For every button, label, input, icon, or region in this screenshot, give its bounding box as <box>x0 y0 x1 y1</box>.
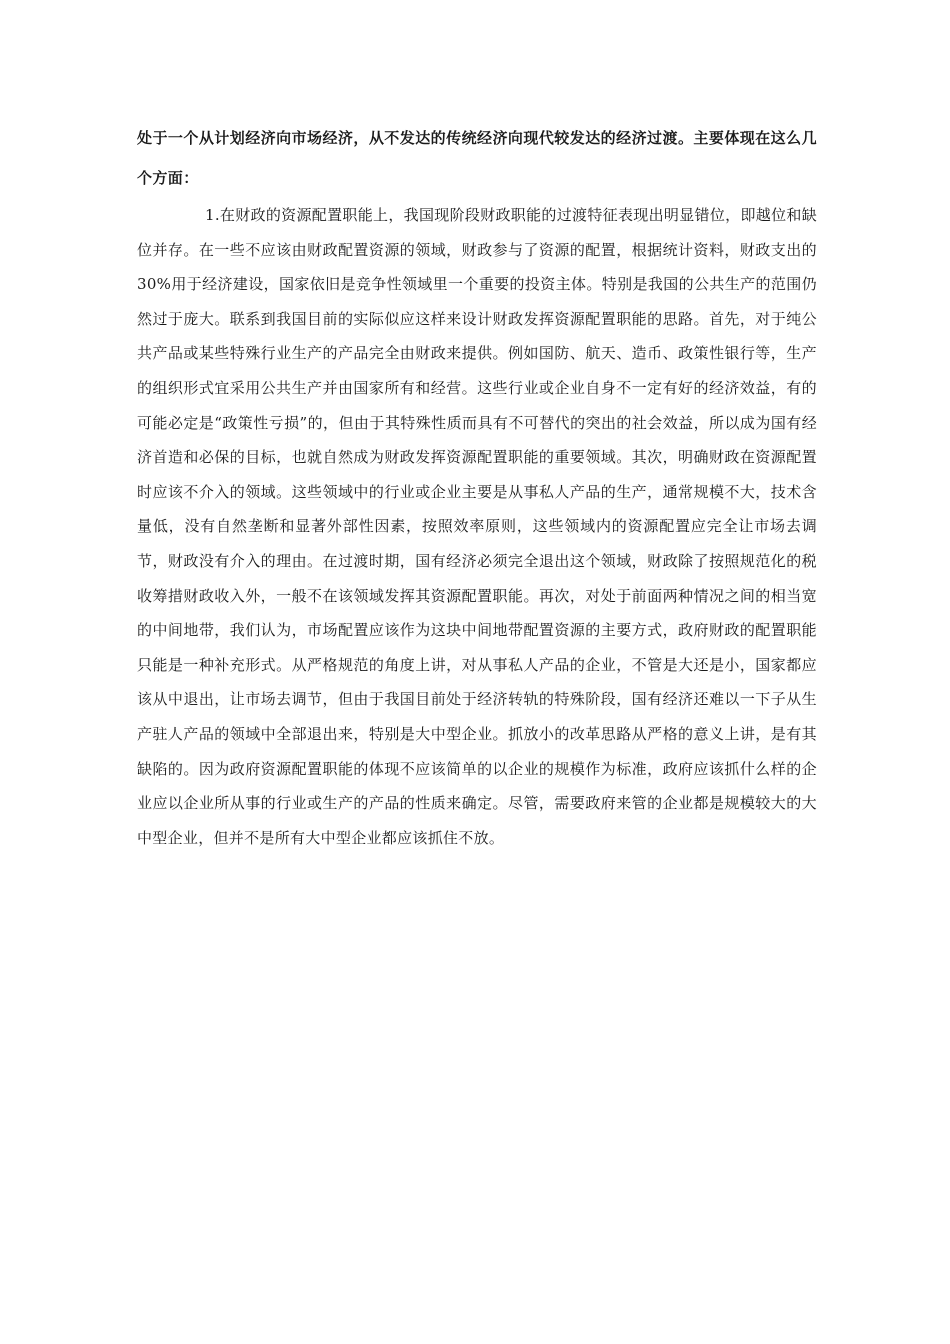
intro-paragraph: 处于一个从计划经济向市场经济，从不发达的传统经济向现代较发达的经济过渡。主要体现在这么几个方面： <box>137 129 817 187</box>
body-paragraph: 1.在财政的资源配置职能上，我国现阶段财政职能的过渡特征表现出明显错位，即越位和缺位并存。在一些不应该由财政配置资源的领域，财政参与了资源的配置，根据统计资料，财政支出的30%用于经济建设，国家依旧是竞争性领域里一个重要的投资主体。特别是我国的公共生产的范围仍然过于庞大。联系到我国目前的实际似应这样来设计财政发挥资源配置职能的思路。首先，对于纯公共产品或某些特殊行业生产的产品完全由财政来提供。例如国防、航天、造币、政策性银行等，生产的组织形式宜采用公共生产并由国家所有和经营。这些行业或企业自身不一定有好的经济效益，有的可能必定是“政策性亏损”的，但由于其特殊性质而具有不可替代的突出的社会效益，所以成为国有经济首造和必保的目标，也就自然成为财政发挥资源配置职能的重要领域。其次，明确财政在资源配置时应该不介入的领域。这些领域中的行业或企业主要是从事私人产品的生产，通常规模不大，技术含量低，没有自然垄断和显著外部性因素，按照效率原则，这些领域内的资源配置应完全让市场去调节，财政没有介入的理由。在过渡时期，国有经济必须完全退出这个领域，财政除了按照规范化的税收筹措财政收入外，一般不在该领域发挥其资源配置职能。再次，对处于前面两种情况之间的相当宽的中间地带，我们认为，市场配置应该作为这块中间地带配置资源的主要方式，政府财政的配置职能只能是一种补充形式。从严格规范的角度上讲，对从事私人产品的企业，不管是大还是小，国家都应该从中退出，让市场去调节，但由于我国目前处于经济转轨的特殊阶段，国有经济还难以一下子从生产驻人产品的领域中全部退出来，特别是大中型企业。抓放小的改革思路从严格的意义上讲，是有其缺陷的。因为政府资源配置职能的体现不应该简单的以企业的规模作为标准，政府应该抓什么样的企业应以企业所从事的行业或生产的产品的性质来确定。尽管，需要政府来管的企业都是规模较大的大中型企业，但并不是所有大中型企业都应该抓住不放。 <box>137 206 817 847</box>
document-body <box>137 118 817 855</box>
